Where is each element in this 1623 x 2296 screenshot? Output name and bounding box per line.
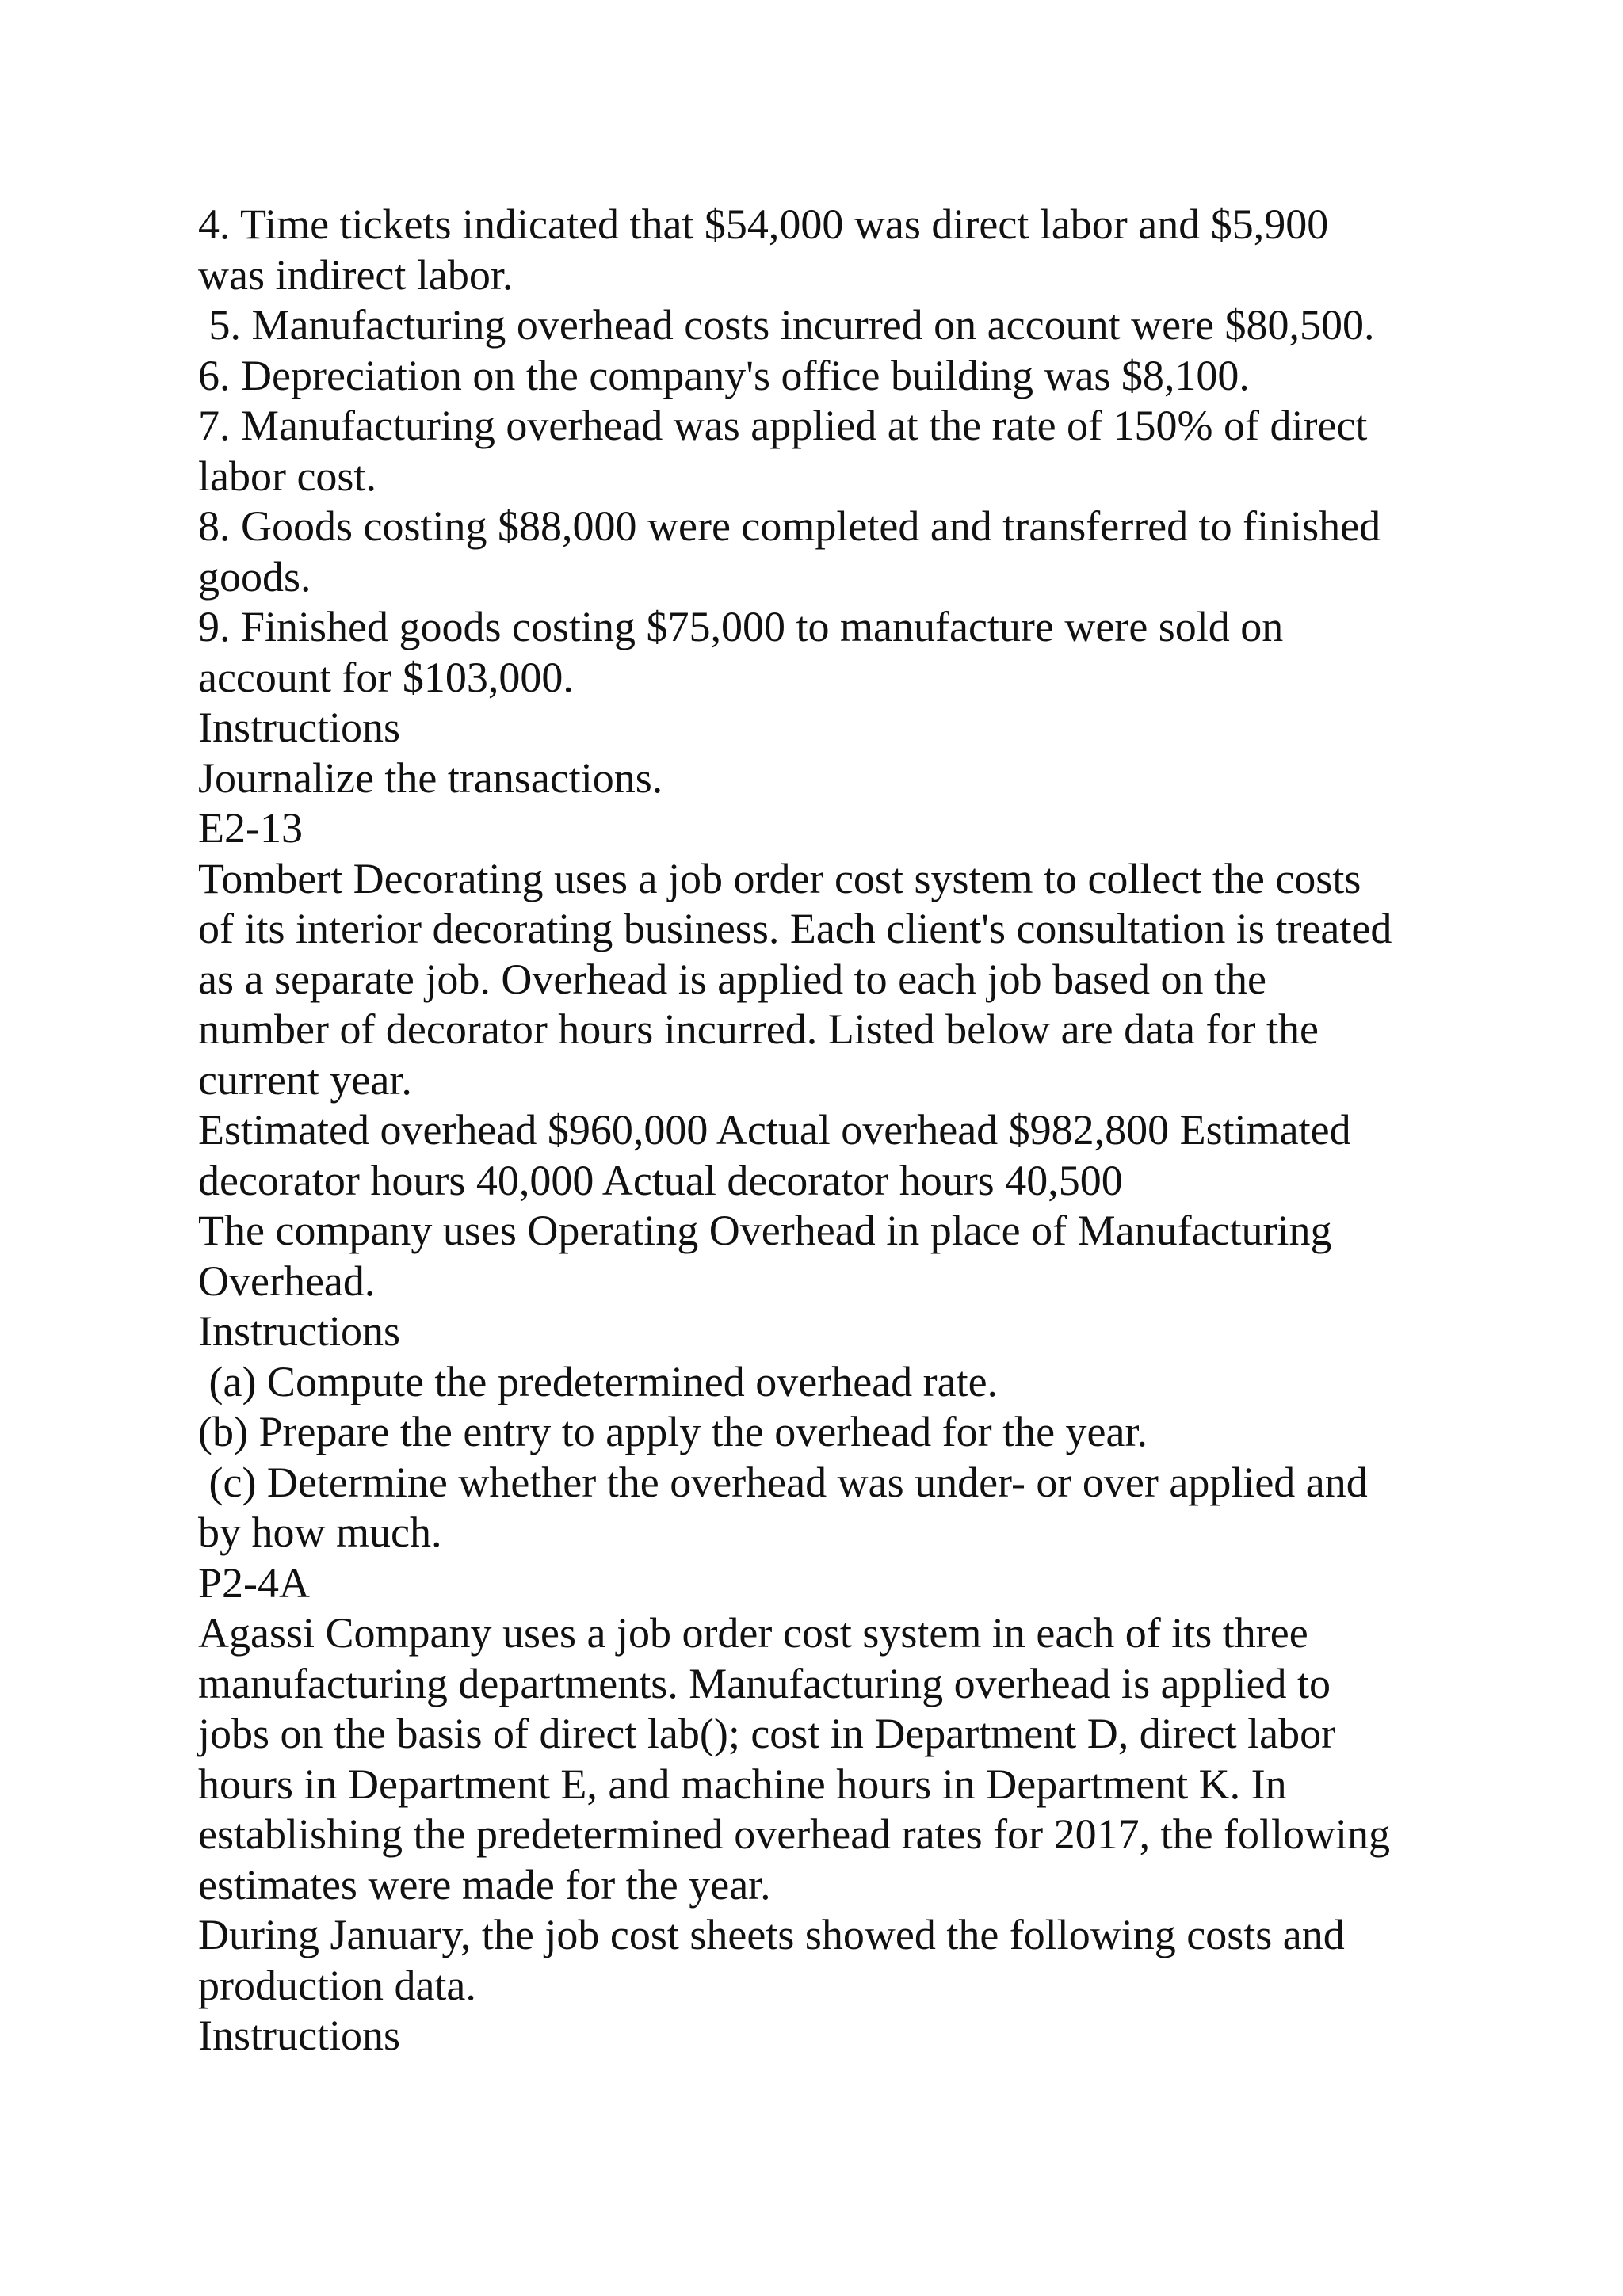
text-line-6: labor cost. [198, 452, 376, 500]
text-line-7: 8. Goods costing $88,000 were completed and transferred to finished [198, 502, 1381, 550]
text-line-5: 7. Manufacturing overhead was applied at the rate of 150% of direct [198, 402, 1368, 449]
text-line-24: (a) Compute the predetermined overhead rate. [198, 1357, 999, 1405]
document-body [198, 200, 1434, 2061]
text-line-22: Overhead. [198, 1257, 376, 1305]
text-line-26: (c) Determine whether the overhead was under- or over applied and [198, 1458, 1368, 1506]
text-line-31: jobs on the basis of direct lab(); cost in Department D, direct labor [198, 1710, 1336, 1757]
text-line-17: number of decorator hours incurred. Listed below are data for the [198, 1005, 1319, 1053]
text-line-14: Tombert Decorating uses a job order cost system to collect the costs [198, 854, 1361, 902]
text-line-29: Agassi Company uses a job order cost system in each of its three [198, 1609, 1308, 1657]
heading-instructions-3: Instructions [198, 2012, 400, 2059]
text-line-9: 9. Finished goods costing $75,000 to manufacture were sold on [198, 603, 1284, 650]
text-line-30: manufacturing departments. Manufacturing overhead is applied to [198, 1659, 1331, 1707]
text-line-3: 5. Manufacturing overhead costs incurred on account were $80,500. [198, 301, 1375, 349]
text-line-4: 6. Depreciation on the company's office building was $8,100. [198, 351, 1250, 399]
text-line-33: establishing the predetermined overhead rates for 2017, the following [198, 1810, 1391, 1858]
text-line-16: as a separate job. Overhead is applied to each job based on the [198, 955, 1266, 1003]
heading-instructions-1: Instructions [198, 704, 400, 751]
text-line-35: During January, the job cost sheets showed the following costs and [198, 1911, 1345, 1958]
heading-instructions-2: Instructions [198, 1307, 400, 1355]
problem-id-p2-4a: P2-4A [198, 1558, 311, 1607]
text-line-25: (b) Prepare the entry to apply the overhead for the year. [198, 1408, 1148, 1455]
text-line-2: was indirect labor. [198, 250, 514, 299]
text-line-1: 4. Time tickets indicated that $54,000 was direct labor and $5,900 [198, 200, 1329, 248]
text-line-8: goods. [198, 552, 311, 601]
text-line-27: by how much. [198, 1508, 442, 1556]
text-line-36: production data. [198, 1961, 476, 2009]
exercise-id-e2-13: E2-13 [198, 804, 303, 852]
text-line-12: Journalize the transactions. [198, 753, 663, 802]
text-line-34: estimates were made for the year. [198, 1860, 771, 1909]
text-line-10: account for $103,000. [198, 653, 574, 701]
text-line-18: current year. [198, 1055, 412, 1104]
text-line-32: hours in Department E, and machine hours in Department K. In [198, 1760, 1287, 1808]
text-line-15: of its interior decorating business. Each client's consultation is treated [198, 905, 1392, 952]
text-line-20: decorator hours 40,000 Actual decorator hours 40,500 [198, 1156, 1123, 1204]
text-line-19: Estimated overhead $960,000 Actual overhead $982,800 Estimated [198, 1106, 1351, 1154]
text-line-21: The company uses Operating Overhead in place of Manufacturing [198, 1207, 1332, 1254]
